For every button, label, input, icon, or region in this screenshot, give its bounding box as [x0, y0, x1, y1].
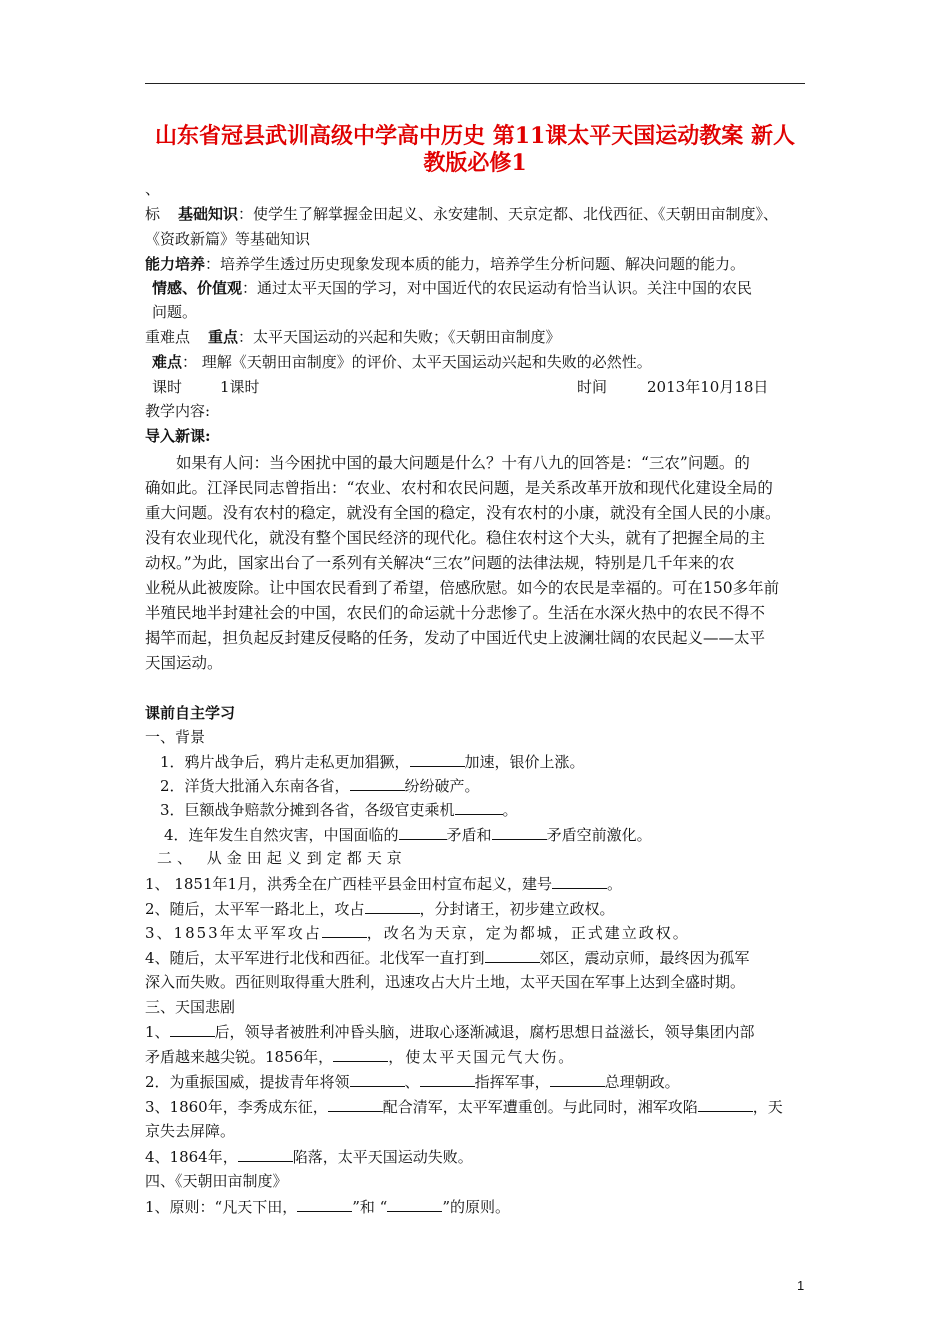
emotion-text-2: 问题。 — [152, 303, 198, 321]
s3-item-1-text-end: 后，领导者被胜利冲昏头脑，进取心逐渐减退，腐朽思想日益滋长，领导集团内部 — [214, 1023, 755, 1041]
page-number: 1 — [797, 1278, 805, 1293]
s1-item-4-text-end: 矛盾空前激化。 — [546, 826, 652, 844]
objectives-emotion — [152, 279, 752, 298]
s1-item-3 — [160, 800, 518, 820]
objectives-ability — [145, 255, 745, 274]
difficult-label: 难点 — [152, 353, 183, 371]
section-4-title: 四、《天朝田亩制度》 — [145, 1172, 288, 1190]
document-title — [140, 123, 810, 177]
time-value: 2013年10月18日 — [647, 378, 769, 396]
s4-item-1 — [145, 1197, 510, 1217]
intro-line: 揭竿而起，担负起反封建反侵略的任务，发动了中国近代史上波澜壮阔的农民起义——太平 — [145, 629, 766, 647]
study-heading: 课前自主学习 — [145, 704, 236, 722]
s4-item-1-text-end: ”的原则。 — [442, 1198, 510, 1216]
fill-blank[interactable] — [365, 899, 420, 914]
intro-paragraph — [145, 451, 810, 676]
s2-item-4-cont: 深入而失败。西征则取得重大胜利，迅速攻占大片土地，太平天国在军事上达到全盛时期。 — [145, 973, 746, 991]
knowledge-text-1: ：使学生了解掌握金田起义、永安建制、天京定都、北伐西征、《天朝田亩制度》、 — [238, 205, 779, 223]
fill-blank[interactable] — [328, 1097, 383, 1112]
intro-line: 如果有人问：当今困扰中国的最大问题是什么？十有八九的回答是：“三农”问题。的 — [176, 454, 750, 472]
s3-item-3-text-end: ，天 — [752, 1098, 783, 1116]
s2-item-1 — [145, 874, 622, 894]
content-label: 教学内容: — [145, 402, 211, 420]
knowledge-text-2: 《资政新篇》等基础知识 — [145, 230, 311, 248]
fill-blank[interactable] — [552, 874, 607, 889]
s2-item-1-text-end: 。 — [607, 875, 623, 893]
fill-blank[interactable] — [698, 1097, 753, 1112]
s3-item-2-text-mid: 指挥军事， — [474, 1073, 550, 1091]
s2-item-2-text-end: ，分封诸王，初步建立政权。 — [419, 900, 615, 918]
s2-item-1-text: 1、 1851年1月，洪秀全在广西桂平县金田村宣布起义，建号 — [145, 875, 553, 893]
intro-line: 天国运动。 — [145, 654, 223, 672]
s1-item-4-text: 4．连年发生自然灾害，中国面临的 — [164, 826, 399, 844]
hours-row — [152, 378, 260, 397]
intro-line: 重大问题。没有农村的稳定，就没有全国的稳定，没有农村的小康，就没有全国人民的小康。 — [145, 504, 781, 522]
s1-item-1-text-end: 加速，银价上涨。 — [464, 753, 585, 771]
key-points-label: 重难点 — [145, 328, 191, 346]
intro-line: 没有农业现代化，就没有整个国民经济的现代化。稳住农村这个大头，就有了把握全局的主 — [145, 529, 766, 547]
fill-blank[interactable] — [455, 800, 503, 815]
fill-blank[interactable] — [485, 948, 540, 963]
intro-line: 业税从此被废除。让中国农民看到了希望，倍感欣慰。如今的农民是幸福的。可在150多年前 — [145, 579, 780, 597]
s2-item-2-text: 2、随后，太平军一路北上，攻占 — [145, 900, 365, 918]
title-line-1: 山东省冠县武训高级中学高中历史 第11课太平天国运动教案 新人 — [155, 123, 795, 149]
knowledge-label: 基础知识 — [178, 205, 239, 223]
s1-item-1-text: 1．鸦片战争后，鸦片走私更加猖獗， — [160, 753, 410, 771]
s2-item-3-text-end: ，改名为天京，定为都城，正式建立政权。 — [366, 924, 690, 942]
intro-line: 动权。”为此，国家出台了一系列有关解决“三农”问题的法律法规，特别是几千年来的农 — [145, 554, 735, 572]
s1-item-3-text-end: 。 — [502, 801, 518, 819]
hours-label: 课时 — [152, 378, 183, 396]
fill-blank[interactable] — [170, 1022, 215, 1037]
s2-item-2 — [145, 899, 615, 919]
s3-item-3-text-mid: 配合清军，太平军遭重创。与此同时，湘军攻陷 — [382, 1098, 698, 1116]
s2-item-3 — [145, 923, 690, 943]
section-3-title: 三、天国悲剧 — [145, 998, 236, 1016]
header-rule — [145, 83, 805, 84]
intro-heading: 导入新课: — [145, 427, 211, 445]
fill-blank[interactable] — [350, 776, 405, 791]
s3-item-2-text-end: 总理朝政。 — [604, 1073, 680, 1091]
s3-item-2-text: 2．为重振国威，提拔青年将领 — [145, 1073, 350, 1091]
time-label: 时间 — [577, 378, 608, 396]
fill-blank[interactable] — [399, 825, 447, 840]
s1-item-3-text: 3．巨额战争赔款分摊到各省，各级官吏乘机 — [160, 801, 455, 819]
intro-line: 半殖民地半封建社会的中国，农民们的命运就十分悲惨了。生活在水深火热中的农民不得不 — [145, 604, 766, 622]
fill-blank[interactable] — [492, 825, 547, 840]
title-line-2: 教版必修1 — [423, 150, 527, 176]
key-text: ：太平天国运动的兴起和失败；《天朝田亩制度》 — [238, 328, 561, 346]
s3-item-4-text: 4、1864年， — [145, 1148, 238, 1166]
fill-blank[interactable] — [550, 1072, 605, 1087]
s4-item-1-text-mid: ”和 “ — [352, 1198, 388, 1216]
s3-item-1 — [145, 1022, 755, 1042]
s2-item-4 — [145, 948, 750, 968]
s3-item-3-text: 3、1860年，李秀成东征， — [145, 1098, 328, 1116]
fill-blank[interactable] — [333, 1047, 388, 1062]
s3-item-2 — [145, 1072, 680, 1092]
section-1-title: 一、背景 — [145, 728, 206, 746]
s3-item-2-sep: 、 — [404, 1073, 420, 1091]
s3-item-3-cont: 京失去屏障。 — [145, 1122, 236, 1140]
s3-item-1-text-3: ，使太平天国元气大伤。 — [388, 1048, 576, 1066]
fill-blank[interactable] — [420, 1072, 475, 1087]
fill-blank[interactable] — [238, 1147, 293, 1162]
fill-blank[interactable] — [350, 1072, 405, 1087]
objectives-knowledge — [145, 205, 778, 224]
s3-item-4 — [145, 1147, 473, 1167]
s3-item-1-text: 1、 — [145, 1023, 170, 1041]
s1-item-2-text-end: 纷纷破产。 — [404, 777, 480, 795]
hours-value: 1课时 — [220, 378, 260, 396]
section-2-title: 二、 从金田起义到定都天京 — [157, 849, 407, 867]
s3-item-4-text-end: 陷落，太平天国运动失败。 — [292, 1148, 473, 1166]
s1-item-1 — [160, 752, 585, 772]
ability-label: 能力培养 — [145, 255, 206, 273]
difficult-text: ： 理解《天朝田亩制度》的评价、太平天国运动兴起和失败的必然性。 — [182, 353, 652, 371]
s4-item-1-text: 1、原则：“凡天下田， — [145, 1198, 298, 1216]
fill-blank[interactable] — [387, 1197, 442, 1212]
s3-item-1-cont — [145, 1047, 575, 1067]
s3-item-3 — [145, 1097, 783, 1117]
time-row — [577, 378, 768, 397]
key-points — [145, 328, 561, 347]
key-label: 重点 — [208, 328, 239, 346]
ability-text: ：培养学生透过历史现象发现本质的能力，培养学生分析问题、解决问题的能力。 — [205, 255, 746, 273]
stray-mark: 、 — [145, 180, 161, 198]
fill-blank[interactable] — [410, 752, 465, 767]
difficult-points — [152, 353, 652, 372]
s1-item-2 — [160, 776, 480, 796]
intro-line: 确如此。江泽民同志曾指出：“农业、农村和农民问题，是关系改革开放和现代化建设全局的 — [145, 479, 773, 497]
s2-item-4-text: 4、随后，太平军进行北伐和西征。北伐军一直打到 — [145, 949, 485, 967]
s1-item-4 — [164, 825, 652, 845]
fill-blank[interactable] — [297, 1197, 352, 1212]
s2-item-4-text-end: 郊区，震动京师，最终因为孤军 — [539, 949, 750, 967]
s1-item-4-text-mid: 矛盾和 — [446, 826, 492, 844]
s3-item-1-text-2: 矛盾越来越尖锐。1856年， — [145, 1048, 334, 1066]
s1-item-2-text: 2．洋货大批涌入东南各省， — [160, 777, 350, 795]
emotion-text-1: ：通过太平天国的学习，对中国近代的农民运动有恰当认识。关注中国的农民 — [242, 279, 753, 297]
s2-item-3-text: 3、1853年太平军攻占 — [145, 924, 322, 942]
objectives-side-label: 标 — [145, 205, 161, 223]
emotion-label: 情感、价值观 — [152, 279, 243, 297]
fill-blank[interactable] — [322, 923, 367, 938]
